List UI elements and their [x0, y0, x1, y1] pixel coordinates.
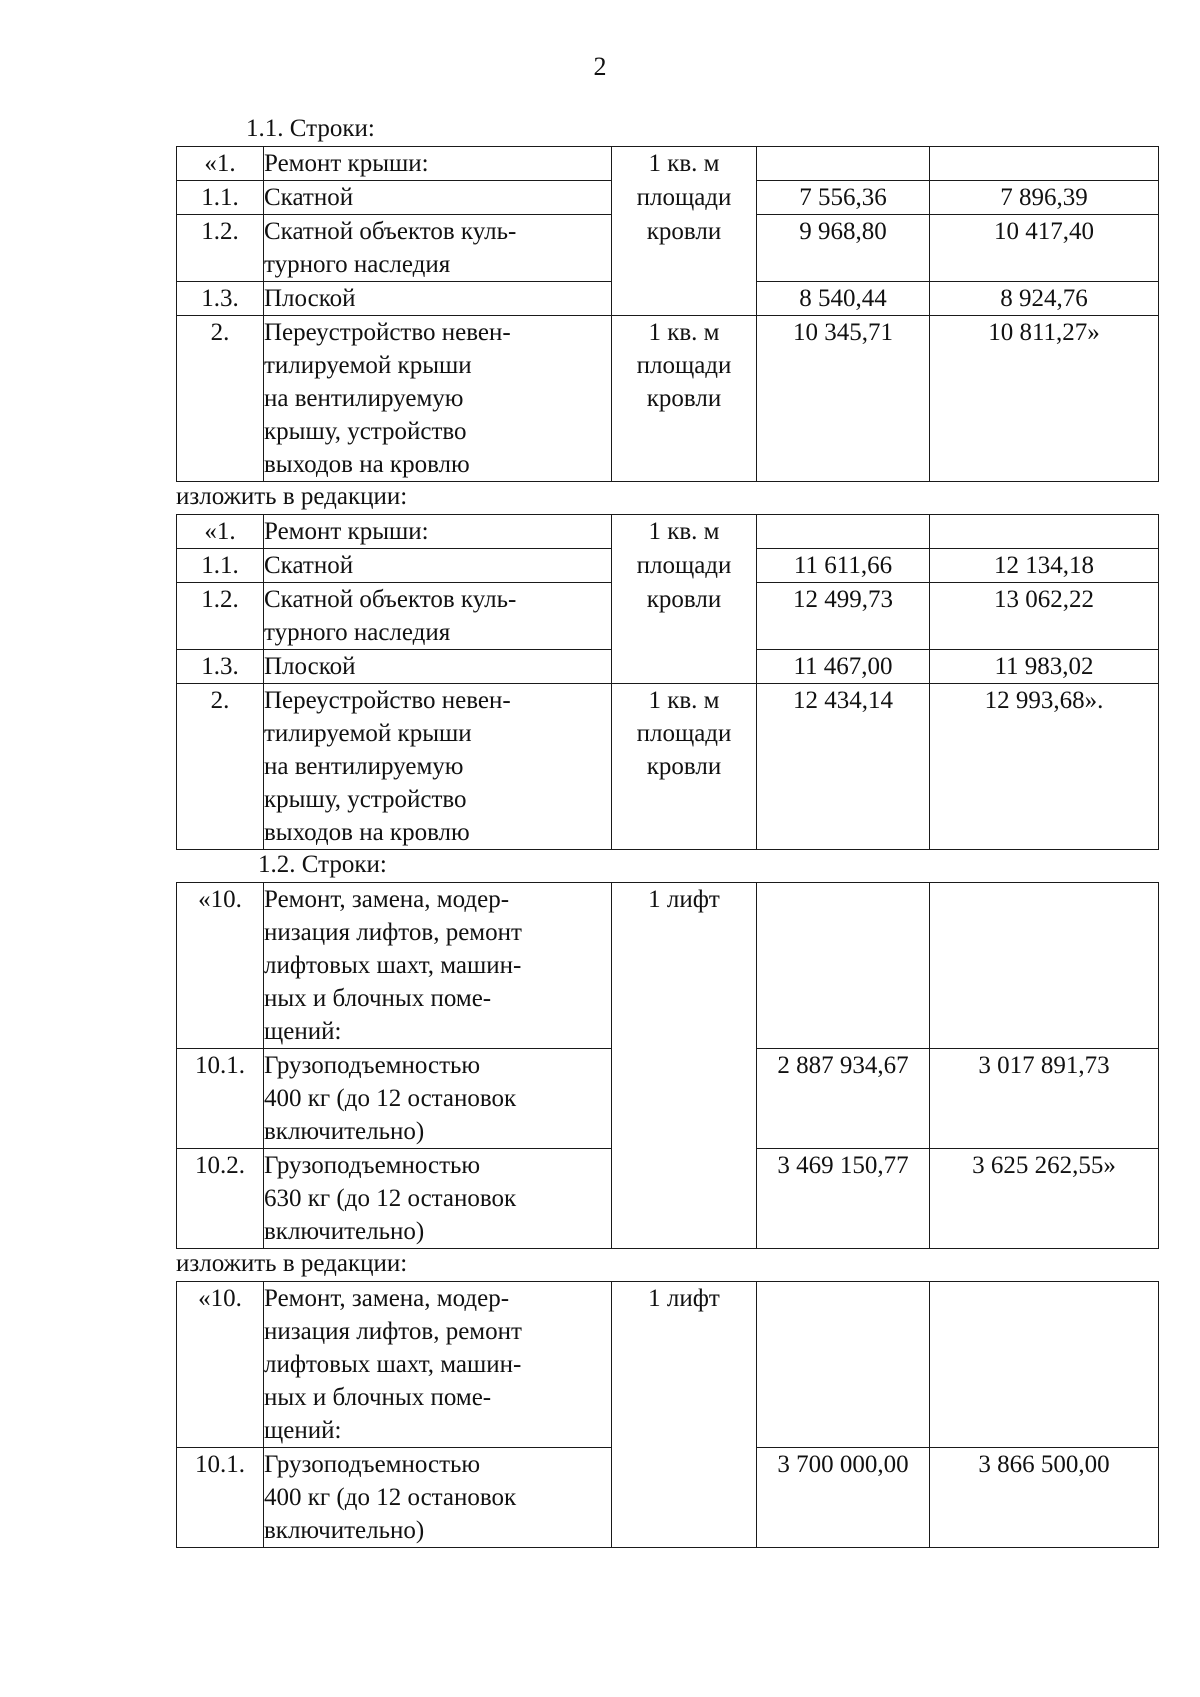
row-name-line: низация лифтов, ремонт	[264, 919, 522, 946]
row-value-1: 12 499,73	[757, 583, 930, 650]
row-name-line: Плоской	[264, 653, 356, 680]
row-name-line: включительно)	[264, 1218, 425, 1245]
row-name-line: ных и блочных поме-	[264, 1384, 492, 1411]
row-name	[264, 1448, 612, 1548]
row-name-line: низация лифтов, ремонт	[264, 1318, 522, 1345]
row-name-line: Ремонт крыши:	[264, 518, 429, 545]
row-unit	[612, 181, 757, 215]
row-name-line: крышу, устройство	[264, 786, 467, 813]
row-unit	[612, 583, 757, 650]
table-row	[177, 1448, 1159, 1548]
row-number: «1.	[177, 147, 264, 181]
row-value-2: 7 896,39	[930, 181, 1159, 215]
row-value-2: 13 062,22	[930, 583, 1159, 650]
row-unit	[612, 282, 757, 316]
section-caption-elevator: 1.2. Строки:	[258, 851, 387, 878]
row-value-2	[930, 515, 1159, 549]
row-unit-line: площади	[636, 352, 732, 379]
row-unit-line: 1 кв. м	[648, 687, 720, 714]
row-name	[264, 1282, 612, 1448]
row-name-line: включительно)	[264, 1118, 425, 1145]
row-name-line: Грузоподъемностью	[264, 1451, 481, 1478]
row-unit-line: кровли	[646, 586, 722, 613]
page-number: 2	[593, 52, 607, 81]
row-value-1: 3 469 150,77	[757, 1149, 930, 1249]
row-number: 1.1.	[177, 549, 264, 583]
row-value-1: 12 434,14	[757, 684, 930, 850]
row-name-line: 630 кг (до 12 остановок	[264, 1185, 517, 1212]
row-value-2: 12 134,18	[930, 549, 1159, 583]
row-name-line: включительно)	[264, 1517, 425, 1544]
row-unit	[612, 1448, 757, 1548]
row-name-line: лифтовых шахт, машин-	[264, 1351, 522, 1378]
row-number: 1.3.	[177, 282, 264, 316]
row-value-2: 8 924,76	[930, 282, 1159, 316]
row-name-line: тилируемой крыши	[264, 720, 472, 747]
row-value-1: 8 540,44	[757, 282, 930, 316]
row-value-1: 3 700 000,00	[757, 1448, 930, 1548]
row-number: 1.3.	[177, 650, 264, 684]
row-value-1: 7 556,36	[757, 181, 930, 215]
row-unit	[612, 1282, 757, 1448]
row-name-line: турного наследия	[264, 619, 451, 646]
row-number: 2.	[177, 684, 264, 850]
row-name-line: Ремонт, замена, модер-	[264, 1285, 510, 1312]
row-unit-line: площади	[636, 720, 732, 747]
row-value-1: 9 968,80	[757, 215, 930, 282]
row-name-line: щений:	[264, 1018, 342, 1045]
row-name-line: выходов на кровлю	[264, 451, 470, 478]
row-name-line: Плоской	[264, 285, 356, 312]
row-name	[264, 215, 612, 282]
table-row	[177, 1282, 1159, 1448]
row-name	[264, 147, 612, 181]
table-row	[177, 1149, 1159, 1249]
table-row	[177, 316, 1159, 482]
row-value-1: 11 611,66	[757, 549, 930, 583]
table-row	[177, 549, 1159, 583]
row-value-2: 10 811,27»	[930, 316, 1159, 482]
row-value-1: 10 345,71	[757, 316, 930, 482]
row-name-line: Скатной	[264, 552, 354, 579]
row-unit	[612, 316, 757, 482]
table-row	[177, 1049, 1159, 1149]
row-number: 1.2.	[177, 215, 264, 282]
row-unit-line: 1 лифт	[648, 886, 720, 913]
row-name	[264, 1149, 612, 1249]
row-name	[264, 515, 612, 549]
row-name-line: турного наследия	[264, 251, 451, 278]
row-name	[264, 684, 612, 850]
row-unit	[612, 147, 757, 181]
row-unit-line: 1 кв. м	[648, 319, 720, 346]
row-name-line: Ремонт крыши:	[264, 150, 429, 177]
row-unit	[612, 549, 757, 583]
row-name	[264, 583, 612, 650]
row-name-line: Скатной	[264, 184, 354, 211]
row-value-1	[757, 1282, 930, 1448]
table-row	[177, 282, 1159, 316]
elevator-rates-table-new	[176, 1281, 1159, 1548]
table-row	[177, 684, 1159, 850]
row-unit-line: 1 лифт	[648, 1285, 720, 1312]
row-value-2: 3 866 500,00	[930, 1448, 1159, 1548]
row-value-1: 11 467,00	[757, 650, 930, 684]
row-unit	[612, 215, 757, 282]
row-name	[264, 1049, 612, 1149]
row-number: 10.1.	[177, 1448, 264, 1548]
row-number: 10.2.	[177, 1149, 264, 1249]
table-row	[177, 650, 1159, 684]
row-unit	[612, 650, 757, 684]
row-unit-line: 1 кв. м	[648, 518, 720, 545]
row-unit	[612, 1149, 757, 1249]
row-name-line: на вентилируемую	[264, 385, 464, 412]
row-unit-line: 1 кв. м	[648, 150, 720, 177]
row-name	[264, 549, 612, 583]
table-row	[177, 215, 1159, 282]
row-name-line: выходов на кровлю	[264, 819, 470, 846]
row-name	[264, 282, 612, 316]
row-unit	[612, 684, 757, 850]
row-name-line: Переустройство невен-	[264, 319, 511, 346]
row-value-2	[930, 883, 1159, 1049]
roof-rates-table-new	[176, 514, 1159, 850]
roof-rates-table-old	[176, 146, 1159, 482]
row-value-2: 12 993,68».	[930, 684, 1159, 850]
row-name-line: Скатной объектов куль-	[264, 586, 517, 613]
row-value-1	[757, 515, 930, 549]
row-unit	[612, 515, 757, 549]
row-name	[264, 181, 612, 215]
table-row	[177, 883, 1159, 1049]
row-unit	[612, 1049, 757, 1149]
row-name-line: щений:	[264, 1417, 342, 1444]
row-value-2	[930, 147, 1159, 181]
row-name-line: Ремонт, замена, модер-	[264, 886, 510, 913]
table-row	[177, 181, 1159, 215]
row-name-line: ных и блочных поме-	[264, 985, 492, 1012]
section-caption-roof: 1.1. Строки:	[246, 115, 375, 142]
row-number: 1.2.	[177, 583, 264, 650]
row-name-line: 400 кг (до 12 остановок	[264, 1484, 517, 1511]
row-name-line: Грузоподъемностью	[264, 1152, 481, 1179]
row-unit-line: площади	[636, 552, 732, 579]
replace-caption-elevator: изложить в редакции:	[176, 1250, 408, 1277]
row-name-line: 400 кг (до 12 остановок	[264, 1085, 517, 1112]
row-name-line: Скатной объектов куль-	[264, 218, 517, 245]
row-name	[264, 316, 612, 482]
row-number: 1.1.	[177, 181, 264, 215]
table-row	[177, 515, 1159, 549]
document-body	[176, 114, 1158, 1548]
row-number: «10.	[177, 883, 264, 1049]
row-number: «1.	[177, 515, 264, 549]
table-row	[177, 147, 1159, 181]
row-unit	[612, 883, 757, 1049]
row-name-line: крышу, устройство	[264, 418, 467, 445]
row-number: «10.	[177, 1282, 264, 1448]
row-value-2: 10 417,40	[930, 215, 1159, 282]
row-name	[264, 650, 612, 684]
elevator-rates-table-old	[176, 882, 1159, 1249]
row-name-line: лифтовых шахт, машин-	[264, 952, 522, 979]
row-name	[264, 883, 612, 1049]
row-value-1	[757, 883, 930, 1049]
row-name-line: на вентилируемую	[264, 753, 464, 780]
row-number: 2.	[177, 316, 264, 482]
row-name-line: Переустройство невен-	[264, 687, 511, 714]
row-value-2: 3 017 891,73	[930, 1049, 1159, 1149]
row-unit-line: кровли	[646, 218, 722, 245]
row-value-2: 3 625 262,55»	[930, 1149, 1159, 1249]
table-row	[177, 583, 1159, 650]
row-value-2: 11 983,02	[930, 650, 1159, 684]
row-value-2	[930, 1282, 1159, 1448]
row-number: 10.1.	[177, 1049, 264, 1149]
row-value-1: 2 887 934,67	[757, 1049, 930, 1149]
row-unit-line: кровли	[646, 753, 722, 780]
row-unit-line: площади	[636, 184, 732, 211]
replace-caption-roof: изложить в редакции:	[176, 483, 408, 510]
row-value-1	[757, 147, 930, 181]
row-unit-line: кровли	[646, 385, 722, 412]
row-name-line: тилируемой крыши	[264, 352, 472, 379]
row-name-line: Грузоподъемностью	[264, 1052, 481, 1079]
